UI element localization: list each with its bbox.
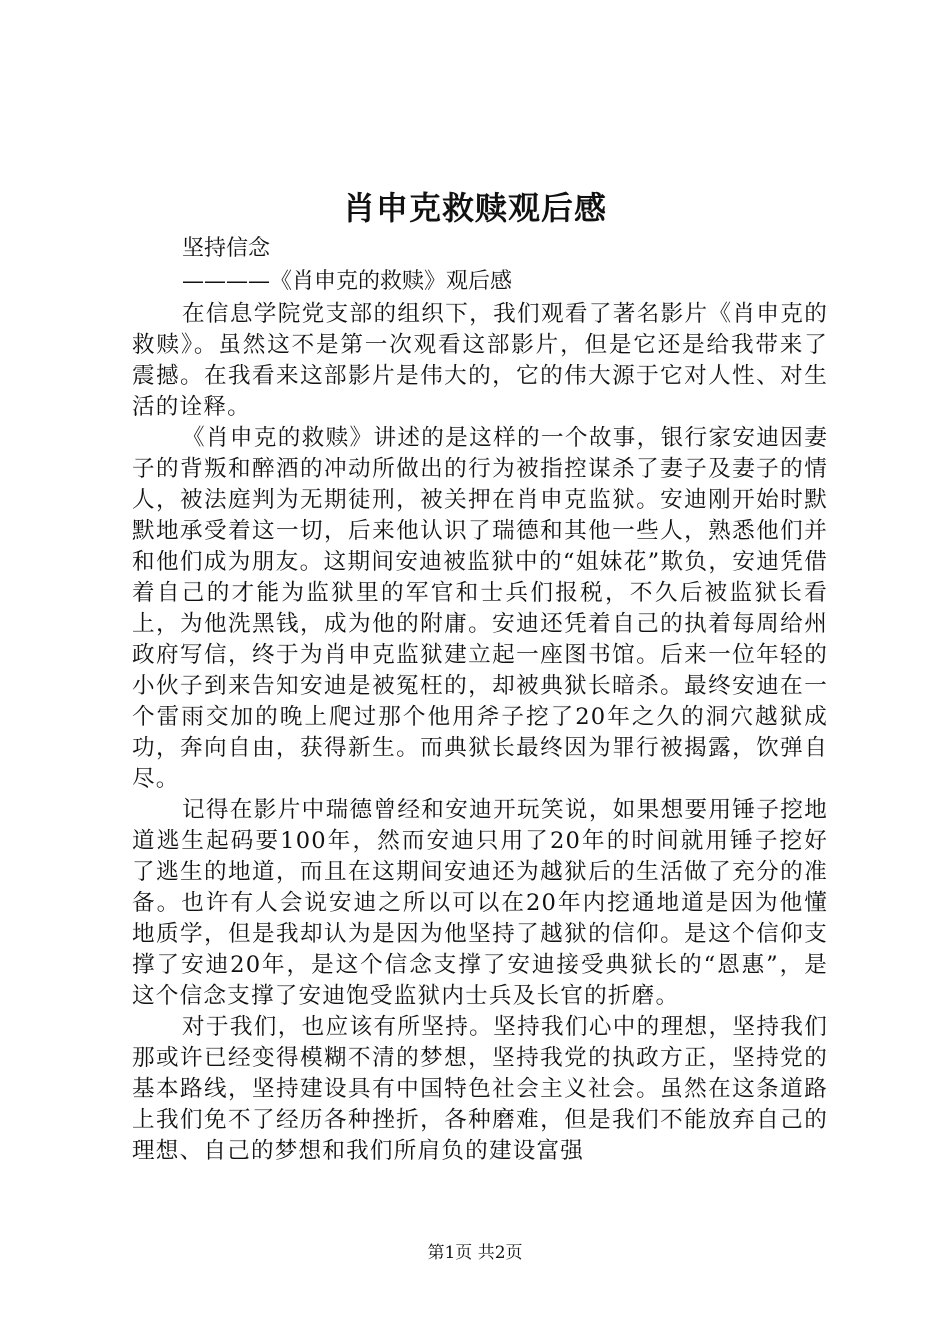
document-title: 肖申克救赎观后感: [342, 189, 607, 227]
page-number: 第1页 共2页: [427, 1243, 523, 1263]
paragraph-intro: 在信息学院党支部的组织下，我们观看了著名影片《肖申克的救赎》。虽然这不是第一次观看这部影片，但是它还是给我带来了震撼。在我看来这部影片是伟大的，它的伟大源于它对人性、对生活的诠释。: [132, 301, 828, 420]
paragraph-perseverance: 对于我们，也应该有所坚持。坚持我们心中的理想，坚持我们那或许已经变得模糊不清的梦想，坚持我党的执政方正，坚持党的基本路线，坚持建设具有中国特色社会主义社会。虽然在这条道路上我们免不了经历各种挫折，各种磨难，但是我们不能放弃自己的理想、自己的梦想和我们所肩负的建设富强: [132, 1014, 828, 1164]
paragraph-reflection: 记得在影片中瑞德曾经和安迪开玩笑说，如果想要用锤子挖地道逃生起码要100年，然而安迪只用了20年的时间就用锤子挖好了逃生的地道，而且在这期间安迪还为越狱后的生活做了充分的准备。也许有人会说安迪之所以可以在20年内挖通地道是因为他懂地质学，但是我却认为是因为他坚持了越狱的信仰。是这个信仰支撑了安迪20年，是这个信念支撑了安迪接受典狱长的“恩惠”，是这个信念支撑了安迪饱受监狱内士兵及长官的折磨。: [132, 797, 828, 1009]
document-subheading: ————《肖申克的救赎》观后感: [182, 269, 513, 294]
document-subtitle: 坚持信念: [182, 236, 271, 261]
document-body: [132, 299, 828, 1167]
paragraph-story: 《肖申克的救赎》讲述的是这样的一个故事，银行家安迪因妻子的背叛和醉酒的冲动所做出的行为被指控谋杀了妻子及妻子的情人，被法庭判为无期徒刑，被关押在肖申克监狱。安迪刚开始时默默地承受着这一切，后来他认识了瑞德和其他一些人，熟悉他们并和他们成为朋友。这期间安迪被监狱中的“姐妹花”欺负，安迪凭借着自己的才能为监狱里的军官和士兵们报税，不久后被监狱长看上，为他洗黑钱，成为他的附庸。安迪还凭着自己的执着每周给州政府写信，终于为肖申克监狱建立起一座图书馆。后来一位年轻的小伙子到来告知安迪是被冤枉的，却被典狱长暗杀。最终安迪在一个雷雨交加的晚上爬过那个他用斧子挖了20年之久的洞穴越狱成功，奔向自由，获得新生。而典狱长最终因为罪行被揭露，饮弹自尽。: [132, 425, 828, 792]
